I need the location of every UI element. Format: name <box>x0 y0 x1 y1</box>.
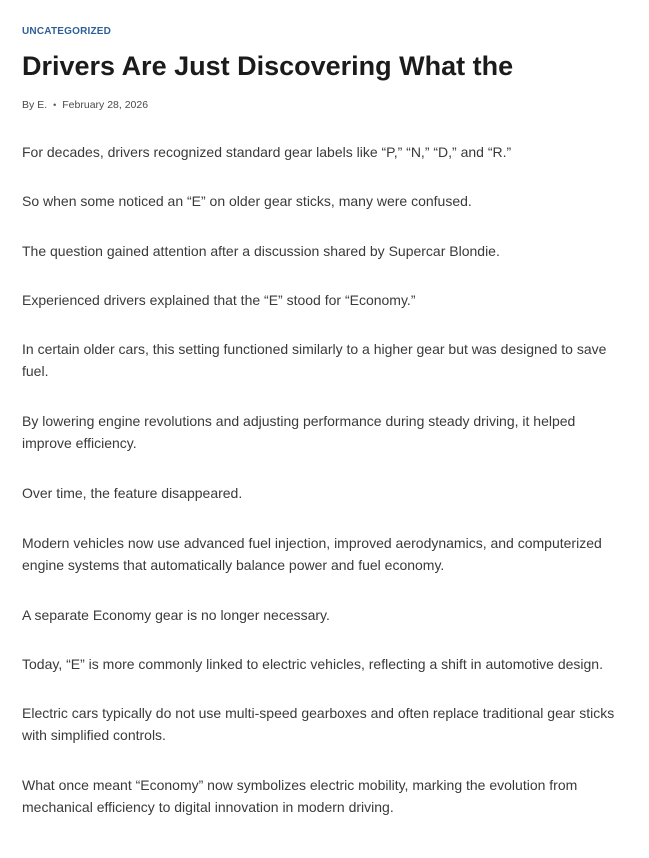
paragraph-11: Electric cars typically do not use multi-speed gearboxes and often replace traditional gear sticks with simplified controls. <box>22 705 615 744</box>
paragraph-2: So when some noticed an “E” on older gear sticks, many were confused. <box>22 193 472 209</box>
paragraph-4: Experienced drivers explained that the “E” stood for “Economy.” <box>22 292 416 308</box>
paragraph-12: What once meant “Economy” now symbolizes electric mobility, marking the evolution from mechanical efficiency to digital innovation in modern driving. <box>22 777 578 816</box>
paragraph-8: Modern vehicles now use advanced fuel injection, improved aerodynamics, and computerized engine systems that automatically balance power and fuel economy. <box>22 535 602 574</box>
category-link[interactable]: UNCATEGORIZED <box>22 26 112 37</box>
author-link[interactable]: E. <box>37 99 48 111</box>
paragraph-3: The question gained attention after a discussion shared by Supercar Blondie. <box>22 243 500 259</box>
paragraph-7: Over time, the feature disappeared. <box>22 485 243 501</box>
paragraph-10: Today, “E” is more commonly linked to electric vehicles, reflecting a shift in automotive design. <box>22 656 603 672</box>
meta-separator: • <box>53 100 57 110</box>
paragraph-5: In certain older cars, this setting functioned similarly to a higher gear but was designed to save fuel. <box>22 341 607 380</box>
paragraph-9: A separate Economy gear is no longer necessary. <box>22 607 330 623</box>
paragraph-1: For decades, drivers recognized standard gear labels like “P,” “N,” “D,” and “R.” <box>22 144 512 160</box>
post-date: February 28, 2026 <box>62 99 149 111</box>
byline-prefix: By <box>22 99 35 111</box>
post-title: Drivers Are Just Discovering What the <box>22 51 514 81</box>
paragraph-6: By lowering engine revolutions and adjusting performance during steady driving, it helped improve efficiency. <box>22 413 576 452</box>
post-meta <box>22 98 148 112</box>
